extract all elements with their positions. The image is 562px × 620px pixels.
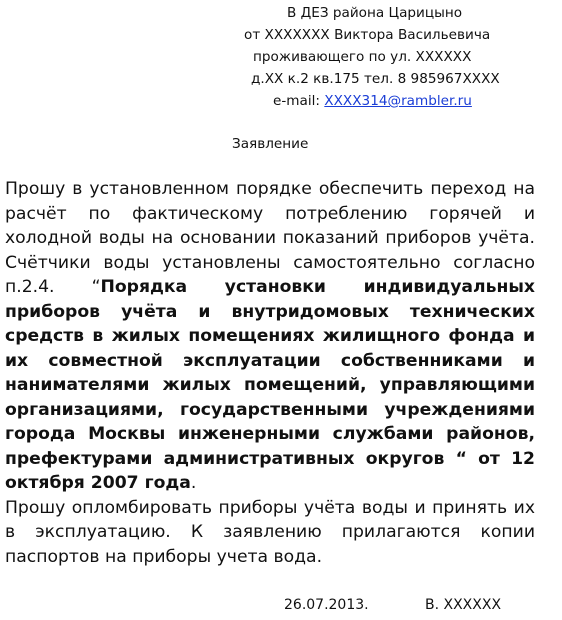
paragraph-request-text: Прошу в установленном порядке обеспечить переход на расчёт по фактическому потреблению горячей и холодной воды на основании показаний приборов учёта. Счётчики воды установлены самостоятельно согласно п.2.4. “ — [5, 179, 535, 297]
document-title: Заявление — [232, 136, 309, 152]
signature: В. XXXXXX — [425, 597, 502, 613]
sender-name-line: от XXXXXXX Виктора Васильевича — [244, 27, 491, 43]
email-label: e-mail: — [273, 93, 325, 109]
paragraph-request — [5, 177, 535, 496]
residence-line: проживающего по ул. XXXXXX — [253, 49, 472, 65]
email-link[interactable]: XXXX314@rambler.ru — [324, 93, 472, 109]
regulation-name: Порядка установки индивидуальных приборов учёта и внутридомовых технических средств в жилых помещениях жилищного фонда и их совместной эксплуатации собственниками и нанимателями жилых помещений, управляющими организациями, государственными учреждениями города Москвы инженерными службами районов, префектурами административных округов “ от 12 октября 2007 года — [5, 277, 535, 493]
recipient-line: В ДЕЗ района Царицыно — [287, 5, 463, 21]
document-date: 26.07.2013. — [284, 597, 369, 613]
paragraph-sealing: Прошу опломбировать приборы учёта воды и принять их в эксплуатацию. К заявлению прилагаются копии паспортов на приборы учета вода. — [5, 497, 535, 567]
email-line — [273, 92, 472, 111]
statement-body — [5, 177, 535, 569]
address-phone-line: д.XX к.2 кв.175 тел. 8 985967XXXX — [251, 71, 500, 87]
paragraph-request-end: . — [190, 473, 197, 493]
